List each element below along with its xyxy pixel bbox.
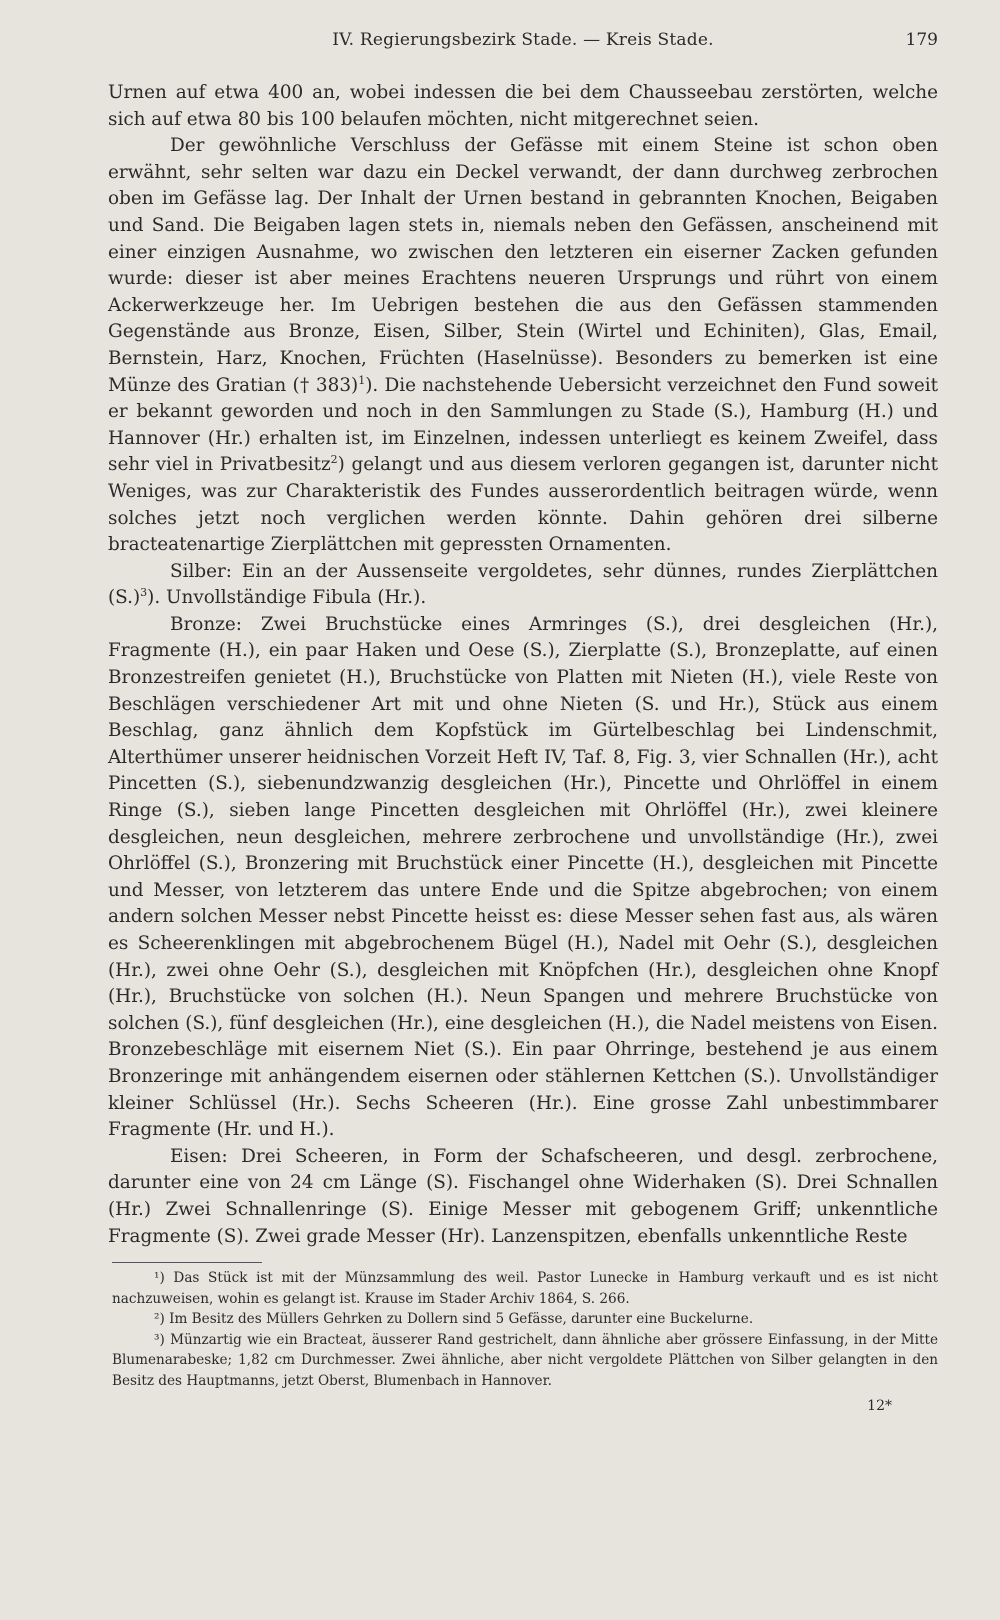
footnote-3 — [112, 1330, 938, 1392]
header-title: IV. Regierungsbezirk Stade. — Kreis Stade. — [332, 30, 714, 50]
footnote-1-mark: ¹) — [154, 1270, 165, 1286]
paragraph-silber-part-b: ). Unvollständige Fibula (Hr.). — [147, 587, 427, 609]
footnote-1-text: Das Stück ist mit der Münzsammlung des weil. Pastor Lunecke in Hamburg verkauft und es ist nicht nachzuweisen, wohin es gelangt ist. Krause im Stader Archiv 1864, S. 266. — [112, 1270, 938, 1307]
page-number: 179 — [905, 30, 938, 50]
paragraph-bronze: Bronze: Zwei Bruchstücke eines Armringes (S.), drei desgleichen (Hr.), Fragmente (H.), ein paar Haken und Oese (S.), Zierplatte (S.), Bronzeplatte, auf einen Bronzestreifen genietet (H.), Bruchstücke von Platten mit Nieten (H.), viele Reste von Beschlägen verschiedener Art mit und ohne Nieten (S. und Hr.), Stück aus einem Beschlag, ganz ähnlich dem Kopfstück im Gürtelbeschlag bei Lindenschmit, Alterthümer unserer heidnischen Vorzeit Heft IV, Taf. 8, Fig. 3, vier Schnallen (Hr.), acht Pincetten (S.), siebenundzwanzig desgleichen (Hr.), Pincette und Ohrlöffel in einem Ringe (S.), sieben lange Pincetten desgleichen mit Ohrlöffel (Hr.), zwei kleinere desgleichen, neun desgleichen, mehrere zerbrochene und unvollständige (Hr.), zwei Ohrlöffel (S.), Bronzering mit Bruchstück einer Pincette (H.), desgleichen mit Pincette und Messer, von letzterem das untere Ende und die Spitze abgebrochen; von einem andern solchen Messer nebst Pincette heisst es: diese Messer sehen fast aus, als wären es Scheerenklingen mit abgebrochenem Bügel (H.), Nadel mit Oehr (S.), desgleichen (Hr.), zwei ohne Oehr (S.), desgleichen mit Knöpfchen (Hr.), desgleichen ohne Knopf (Hr.), Bruchstücke von solchen (H.). Neun Spangen und mehrere Bruchstücke von solchen (S.), fünf desgleichen (Hr.), eine desgleichen (H.), die Nadel meistens von Eisen. Bronzebeschläge mit eisernem Niet (S.). Ein paar Ohrringe, bestehend je aus einem Bronzeringe mit anhängendem eisernen oder stählernen Kettchen (S.). Unvollständiger kleiner Schlüssel (Hr.). Sechs Scheeren (Hr.). Eine grosse Zahl unbestimmbarer Fragmente (Hr. und H.). — [108, 613, 938, 1141]
footnote-2-text: Im Besitz des Müllers Gehrken zu Dollern sind 5 Gefässe, darunter eine Buckelurne. — [164, 1311, 754, 1327]
paragraph-silber-part-a: Silber: Ein an der Aussenseite vergoldetes, sehr dünnes, rundes Zierplättchen (S.) — [108, 560, 938, 609]
paragraph-2-part-c: ) gelangt und aus diesem verloren gegangen ist, darunter nicht Weniges, was zur Charakteristik des Fundes ausserordentlich beitragen würde, wenn solches jetzt noch verglichen werden könnte. Dahin gehören drei silberne bracteatenartige Zierplättchen mit gepressten Ornamenten. — [108, 454, 938, 556]
sheet-signature: 12* — [867, 1398, 892, 1414]
footnote-divider — [112, 1262, 262, 1263]
footnote-ref-3[interactable]: 3 — [140, 586, 148, 600]
paragraph-2-part-b: ). Die nachstehende Uebersicht verzeichnet den Fund soweit er bekannt geworden und noch in den Sammlungen zu Stade (S.), Hamburg (H.) und Hannover (Hr.) erhalten ist, im Einzelnen, indessen unterliegt es keinem Zweifel, dass sehr viel in Privatbesitz — [108, 374, 938, 476]
paragraph-2 — [108, 133, 938, 559]
footnote-2 — [112, 1309, 938, 1330]
paragraph-1: Urnen auf etwa 400 an, wobei indessen die bei dem Chausseebau zerstörten, welche sich auf etwa 80 bis 100 belaufen möchten, nicht mitgerechnet seien. — [108, 82, 938, 130]
footnote-ref-2[interactable]: 2 — [330, 453, 338, 467]
footnote-2-mark: ²) — [154, 1311, 165, 1327]
footnote-3-text: Münzartig wie ein Bracteat, äusserer Rand gestrichelt, dann ähnliche aber grössere Einfassung, in der Mitte Blumenarabeske; 1,82 cm Durchmesser. Zwei ähnliche, aber nicht vergoldete Plättchen von Silber gelangten in den Besitz des Hauptmanns, jetzt Oberst, Blumenbach in Hannover. — [112, 1331, 938, 1389]
running-header — [108, 30, 938, 56]
paragraph-eisen: Eisen: Drei Scheeren, in Form der Schafscheeren, und desgl. zerbrochene, darunter eine von 24 cm Länge (S). Fischangel ohne Widerhaken (S). Drei Schnallen (Hr.) Zwei Schnallenringe (S). Einige Messer mit gebogenem Griff; unkenntliche Fragmente (S). Zwei grade Messer (Hr). Lanzenspitzen, ebenfalls unkenntliche Reste — [108, 1145, 938, 1247]
footnote-3-mark: ³) — [154, 1331, 165, 1348]
paragraph-2-part-a: Der gewöhnliche Verschluss der Gefässe mit einem Steine ist schon oben erwähnt, sehr selten war dazu ein Deckel verwandt, der dann durchweg zerbrochen oben im Gefässe lag. Der Inhalt der Urnen bestand in gebrannten Knochen, Beigaben und Sand. Die Beigaben lagen stets in, niemals neben den Gefässen, anscheinend mit einer einzigen Ausnahme, wo zwischen den letzteren ein eiserner Zacken gefunden wurde: dieser ist aber meines Erachtens neueren Ursprungs und rührt von einem Ackerwerkzeuge her. Im Uebrigen bestehen die aus den Gefässen stammenden Gegenstände aus Bronze, Eisen, Silber, Stein (Wirtel und Echiniten), Glas, Email, Bernstein, Harz, Knochen, Früchten (Haselnüsse). Besonders zu bemerken ist eine Münze des Gratian († 383) — [108, 135, 938, 396]
footnote-ref-1[interactable]: 1 — [358, 373, 366, 387]
footnotes — [112, 1268, 938, 1391]
paragraph-silber — [108, 559, 938, 612]
footnote-1 — [112, 1268, 938, 1309]
body-text — [108, 80, 938, 1250]
